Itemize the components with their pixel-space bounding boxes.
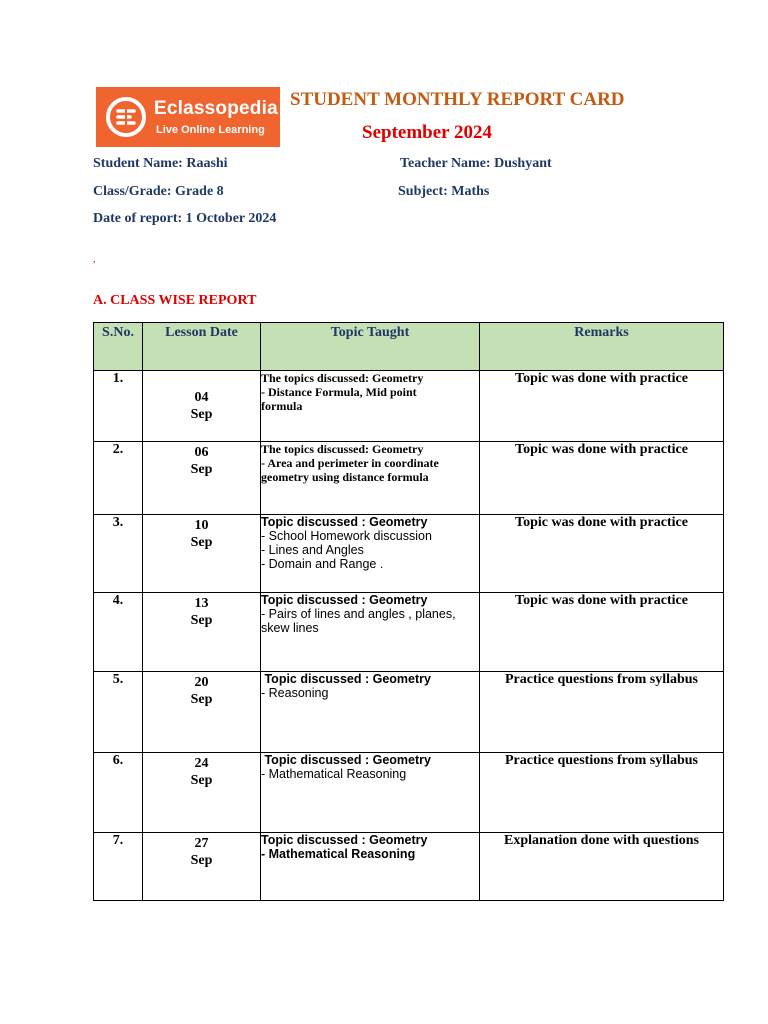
report-date: Date of report: 1 October 2024 [93,211,277,226]
eclassopedia-logo [96,87,280,147]
row-sno: 1. [94,371,143,442]
row-date-day: 24 [194,756,209,771]
row-date-month: Sep [190,407,213,422]
header-lesson-date: Lesson Date [143,323,261,371]
row-date [143,442,261,515]
row-topic-line: - Reasoning [261,686,329,700]
row-topic-line: - Mathematical Reasoning [261,767,407,781]
row-date-day: 13 [194,596,209,611]
section-title: A. CLASS WISE REPORT [93,293,257,308]
row-remarks: Explanation done with questions [480,833,724,901]
row-remarks: Topic was done with practice [480,371,724,442]
subject: Subject: Maths [398,184,490,199]
row-topic-line: - Lines and Angles [261,543,364,557]
row-date-day: 04 [194,390,209,405]
row-remarks: Topic was done with practice [480,593,724,672]
row-date-day: 10 [194,518,209,533]
row-date-month: Sep [190,773,213,788]
row-topic-line: - School Homework discussion [261,529,432,543]
row-topic-head: Topic discussed : Geometry [261,672,431,686]
row-date [143,753,261,833]
row-remarks: Topic was done with practice [480,515,724,593]
row-date-month: Sep [190,613,213,628]
row-date [143,833,261,901]
table-row [94,833,724,901]
row-remarks: Practice questions from syllabus [480,672,724,753]
table-row [94,753,724,833]
row-topic-line: - Mathematical Reasoning [261,847,416,861]
eclassopedia-logo-icon [104,95,148,139]
logo-tagline: Live Online Learning [156,124,265,136]
class-grade: Class/Grade: Grade 8 [93,184,224,199]
row-topic-head: The topics discussed: Geometry [261,442,424,456]
row-topic-head: Topic discussed : Geometry [261,753,431,767]
row-date-day: 27 [194,836,209,851]
row-date-month: Sep [190,853,213,868]
row-topic [261,442,480,515]
row-date-day: 20 [194,675,209,690]
row-date [143,672,261,753]
row-topic [261,515,480,593]
header-topic-taught: Topic Taught [261,323,480,371]
row-remarks: Practice questions from syllabus [480,753,724,833]
row-topic-head: Topic discussed : Geometry [261,833,428,847]
row-remarks: Topic was done with practice [480,442,724,515]
row-sno: 6. [94,753,143,833]
row-topic-line: - Pairs of lines and angles , planes, [261,607,456,621]
row-date-month: Sep [190,535,213,550]
student-name: Student Name: Raashi [93,156,228,171]
row-sno: 2. [94,442,143,515]
row-date-month: Sep [190,462,213,477]
logo-name: Eclassopedia [154,98,278,119]
table-header-row [94,323,724,371]
row-date-month: Sep [190,692,213,707]
header-sno: S.No. [94,323,143,371]
row-topic-line: - Domain and Range . [261,557,384,571]
row-sno: 3. [94,515,143,593]
row-topic-line: - Area and perimeter in coordinate [261,456,439,470]
row-sno: 5. [94,672,143,753]
row-topic-line: - Distance Formula, Mid point [261,385,417,399]
report-title: STUDENT MONTHLY REPORT CARD [290,89,625,110]
row-date [143,593,261,672]
header-remarks: Remarks [480,323,724,371]
row-topic-head: Topic discussed : Geometry [261,593,428,607]
row-topic [261,593,480,672]
table-row [94,442,724,515]
row-sno: 4. [94,593,143,672]
row-topic [261,672,480,753]
row-topic-line: formula [261,399,303,413]
table-row [94,515,724,593]
report-month: September 2024 [362,122,492,143]
row-topic-line: skew lines [261,621,319,635]
class-report-table [93,322,724,901]
row-date [143,515,261,593]
row-topic-line: geometry using distance formula [261,470,429,484]
row-topic [261,833,480,901]
row-topic [261,753,480,833]
red-mark: , [93,254,96,265]
table-row [94,672,724,753]
row-date [143,371,261,442]
table-row [94,593,724,672]
teacher-name: Teacher Name: Dushyant [400,156,552,171]
table-row [94,371,724,442]
row-date-day: 06 [194,445,209,460]
row-topic [261,371,480,442]
row-topic-head: The topics discussed: Geometry [261,371,424,385]
row-topic-head: Topic discussed : Geometry [261,515,428,529]
row-sno: 7. [94,833,143,901]
